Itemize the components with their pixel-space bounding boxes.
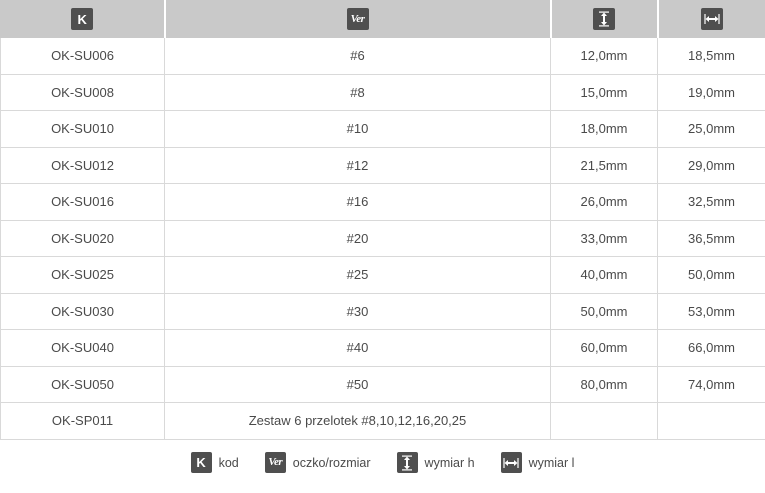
code-value: OK-SU010 bbox=[51, 121, 114, 137]
cell-length bbox=[658, 111, 765, 148]
legend-item-wymiar-h bbox=[397, 452, 475, 473]
column-header-size bbox=[165, 1, 551, 38]
cell-code bbox=[1, 330, 165, 367]
cell-size bbox=[165, 38, 551, 75]
size-value: #40 bbox=[346, 340, 369, 356]
cell-height bbox=[551, 403, 658, 440]
cell-size bbox=[165, 257, 551, 294]
size-value: #8 bbox=[350, 84, 365, 100]
cell-code bbox=[1, 38, 165, 75]
height-value: 60,0mm bbox=[580, 340, 628, 356]
height-value: 33,0mm bbox=[580, 230, 628, 246]
height-value: 18,0mm bbox=[580, 121, 628, 137]
code-value: OK-SU020 bbox=[51, 230, 114, 246]
cell-height bbox=[551, 366, 658, 403]
length-value: 36,5mm bbox=[688, 230, 735, 246]
length-value: 50,0mm bbox=[688, 267, 735, 283]
cell-height bbox=[551, 257, 658, 294]
code-value: OK-SU025 bbox=[51, 267, 114, 283]
size-value: #10 bbox=[346, 121, 369, 137]
table-row bbox=[1, 293, 765, 330]
cell-size bbox=[165, 403, 551, 440]
cell-length bbox=[658, 147, 765, 184]
table-row bbox=[1, 38, 765, 75]
cell-code bbox=[1, 293, 165, 330]
code-value: OK-SU016 bbox=[51, 194, 114, 210]
height-value: 40,0mm bbox=[580, 267, 628, 283]
code-value: OK-SU050 bbox=[51, 376, 114, 392]
table-row bbox=[1, 220, 765, 257]
cell-height bbox=[551, 220, 658, 257]
legend-label: kod bbox=[218, 455, 239, 470]
height-value: 12,0mm bbox=[580, 48, 628, 64]
size-value: #20 bbox=[346, 230, 369, 246]
length-value: 53,0mm bbox=[688, 303, 735, 319]
height-value: 15,0mm bbox=[580, 84, 628, 100]
size-value: #16 bbox=[346, 194, 369, 210]
column-header-code bbox=[1, 1, 165, 38]
wymiar-h-icon bbox=[397, 452, 418, 473]
wymiar-l-icon bbox=[501, 452, 522, 473]
cell-height bbox=[551, 38, 658, 75]
length-value: 66,0mm bbox=[688, 340, 735, 356]
length-value: 29,0mm bbox=[688, 157, 735, 173]
table-row bbox=[1, 257, 765, 294]
code-value: OK-SU040 bbox=[51, 340, 114, 356]
table-body bbox=[1, 38, 765, 440]
cell-length bbox=[658, 403, 765, 440]
cell-size bbox=[165, 111, 551, 148]
length-value: 25,0mm bbox=[688, 121, 735, 137]
legend-label: wymiar l bbox=[528, 455, 575, 470]
cell-code bbox=[1, 111, 165, 148]
table-row bbox=[1, 111, 765, 148]
cell-length bbox=[658, 257, 765, 294]
cell-code bbox=[1, 403, 165, 440]
cell-size bbox=[165, 220, 551, 257]
cell-size bbox=[165, 293, 551, 330]
size-value: #6 bbox=[350, 48, 365, 64]
cell-size bbox=[165, 366, 551, 403]
kod-icon: K bbox=[71, 8, 93, 30]
height-value: 26,0mm bbox=[580, 194, 628, 210]
table-row bbox=[1, 366, 765, 403]
table-header bbox=[1, 1, 765, 38]
cell-size bbox=[165, 74, 551, 111]
legend-item-oczko-rozmiar bbox=[265, 452, 371, 473]
length-value: 19,0mm bbox=[688, 84, 735, 100]
cell-code bbox=[1, 147, 165, 184]
cell-size bbox=[165, 147, 551, 184]
cell-code bbox=[1, 184, 165, 221]
cell-size bbox=[165, 330, 551, 367]
length-value: 74,0mm bbox=[688, 376, 735, 392]
legend-item-kod bbox=[191, 452, 239, 473]
cell-height bbox=[551, 293, 658, 330]
table-row bbox=[1, 184, 765, 221]
cell-height bbox=[551, 147, 658, 184]
length-value: 32,5mm bbox=[688, 194, 735, 210]
cell-height bbox=[551, 330, 658, 367]
legend-label: wymiar h bbox=[424, 455, 475, 470]
cell-height bbox=[551, 111, 658, 148]
oczko-rozmiar-icon: Ver bbox=[265, 452, 286, 473]
size-value: #25 bbox=[346, 267, 369, 283]
cell-length bbox=[658, 184, 765, 221]
cell-length bbox=[658, 366, 765, 403]
size-value: Zestaw 6 przelotek #8,10,12,16,20,25 bbox=[248, 413, 467, 429]
oczko-rozmiar-icon: Ver bbox=[347, 8, 369, 30]
legend-label: oczko/rozmiar bbox=[292, 455, 371, 470]
wymiar-l-icon bbox=[701, 8, 723, 30]
cell-length bbox=[658, 330, 765, 367]
column-header-height bbox=[551, 1, 658, 38]
table-row bbox=[1, 403, 765, 440]
cell-code bbox=[1, 220, 165, 257]
cell-length bbox=[658, 74, 765, 111]
table-row bbox=[1, 330, 765, 367]
column-header-length bbox=[658, 1, 765, 38]
size-value: #50 bbox=[346, 376, 369, 392]
table-row bbox=[1, 147, 765, 184]
wymiar-h-icon bbox=[593, 8, 615, 30]
height-value: 21,5mm bbox=[580, 157, 628, 173]
code-value: OK-SP011 bbox=[51, 413, 114, 429]
height-value: 80,0mm bbox=[580, 376, 628, 392]
code-value: OK-SU006 bbox=[51, 48, 114, 64]
legend bbox=[0, 452, 765, 473]
length-value: 18,5mm bbox=[688, 48, 735, 64]
cell-length bbox=[658, 38, 765, 75]
size-value: #30 bbox=[346, 303, 369, 319]
code-value: OK-SU030 bbox=[51, 303, 114, 319]
height-value: 50,0mm bbox=[580, 303, 628, 319]
cell-height bbox=[551, 74, 658, 111]
legend-item-wymiar-l bbox=[501, 452, 575, 473]
size-value: #12 bbox=[346, 157, 369, 173]
table-row bbox=[1, 74, 765, 111]
code-value: OK-SU008 bbox=[51, 84, 114, 100]
cell-code bbox=[1, 74, 165, 111]
cell-size bbox=[165, 184, 551, 221]
cell-length bbox=[658, 293, 765, 330]
cell-code bbox=[1, 257, 165, 294]
code-value: OK-SU012 bbox=[51, 157, 114, 173]
cell-code bbox=[1, 366, 165, 403]
cell-length bbox=[658, 220, 765, 257]
kod-icon: K bbox=[191, 452, 212, 473]
table-header-row bbox=[1, 1, 765, 38]
cell-height bbox=[551, 184, 658, 221]
